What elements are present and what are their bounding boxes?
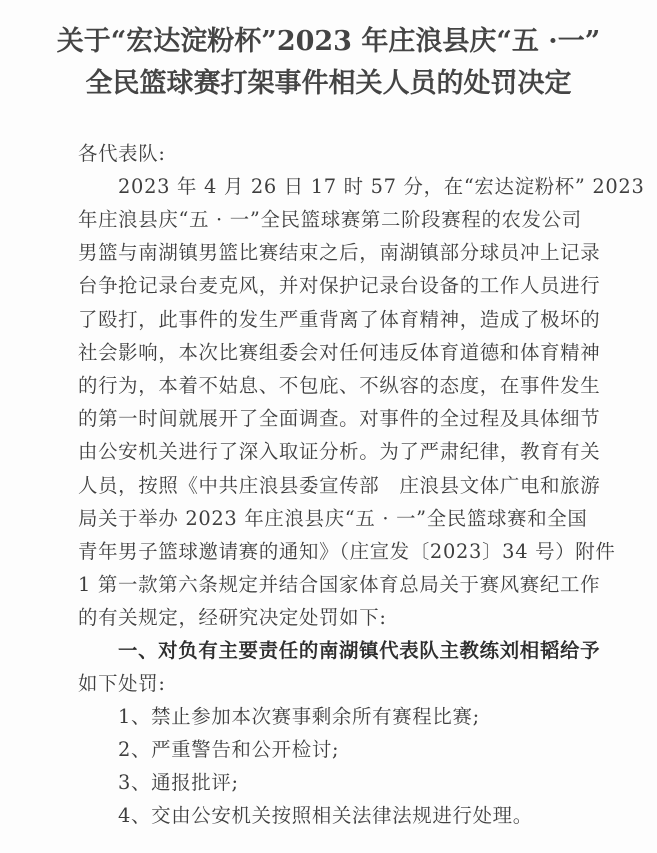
section-one-heading: 一、对负有主要责任的南湖镇代表队主教练刘相韬给予 bbox=[118, 639, 601, 662]
body-line: 1 第一款第六条规定并结合国家体育总局关于赛风赛纪工作 bbox=[78, 573, 601, 596]
body-line: 青年男子篮球邀请赛的通知》（庄宣发〔2023〕34 号）附件 bbox=[78, 540, 616, 563]
salutation: 各代表队: bbox=[78, 142, 166, 165]
body-line: 2023 年 4 月 26 日 17 时 57 分，在“宏达淀粉杯” 2023 bbox=[118, 175, 645, 198]
document-title-line-1: 关于“宏达淀粉杯”2023 年庄浪县庆“五 ·一” bbox=[56, 26, 601, 57]
penalty-item: 2、严重警告和公开检讨; bbox=[118, 738, 340, 761]
body-line: 人员，按照《中共庄浪县委宣传部 庄浪县文体广电和旅游 bbox=[78, 474, 601, 497]
body-line: 的第一时间就展开了全面调查。对事件的全过程及具体细节 bbox=[78, 407, 601, 430]
body-line: 了殴打，此事件的发生严重背离了体育精神，造成了极坏的 bbox=[78, 308, 601, 331]
body-line: 台争抢记录台麦克风，并对保护记录台设备的工作人员进行 bbox=[78, 274, 601, 297]
body-line: 的有关规定，经研究决定处罚如下: bbox=[78, 606, 387, 629]
penalty-item: 4、交由公安机关按照相关法律法规进行处理。 bbox=[118, 804, 533, 827]
body-line: 的行为，本着不姑息、不包庇、不纵容的态度，在事件发生 bbox=[78, 374, 601, 397]
document-title-line-2: 全民篮球赛打架事件相关人员的处罚决定 bbox=[85, 68, 572, 99]
penalty-item: 1、禁止参加本次赛事剩余所有赛程比赛; bbox=[118, 705, 480, 728]
section-one-heading-cont: 如下处罚: bbox=[78, 672, 166, 695]
body-line: 年庄浪县庆“五 · 一”全民篮球赛第二阶段赛程的农发公司 bbox=[78, 208, 582, 231]
body-line: 社会影响，本次比赛组委会对任何违反体育道德和体育精神 bbox=[78, 341, 601, 364]
penalty-item: 3、通报批评; bbox=[118, 771, 239, 794]
body-line: 局关于举办 2023 年庄浪县庆“五 · 一”全民篮球赛和全国 bbox=[78, 507, 588, 530]
body-line: 由公安机关进行了深入取证分析。为了严肃纪律，教育有关 bbox=[78, 440, 601, 463]
body-line: 男篮与南湖镇男篮比赛结束之后，南湖镇部分球员冲上记录 bbox=[78, 241, 601, 264]
